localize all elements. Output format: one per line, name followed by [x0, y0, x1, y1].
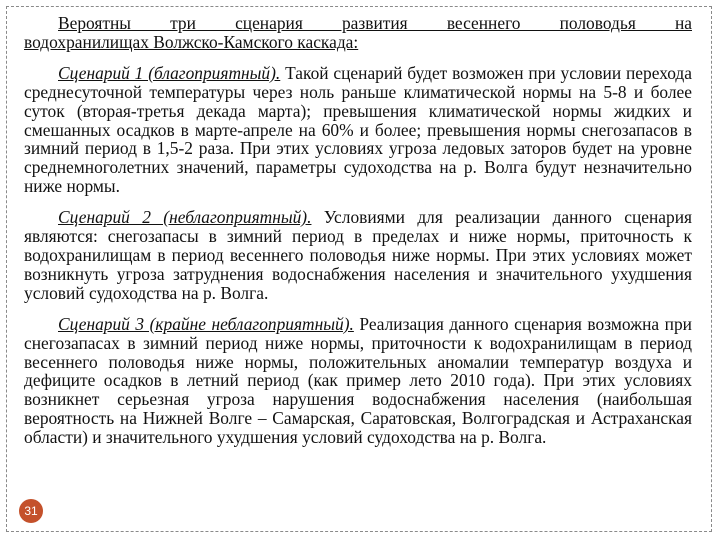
scenario-1-paragraph — [24, 64, 692, 196]
scenario-3-text: Реализация данного сценария возможна при снегозапасах в зимний период ниже нормы, приточности к водохранилищам в период весеннего половодья ниже нормы, положительных аномалии температур воздуха и дефиците осадков в летний период (как пример лето 2010 года). При этих условиях возникнет серьезная угроза нарушения водоснабжения населения (наибольшая вероятность на Нижней Волге – Самарская, Саратовская, Волгоградская и Астраханская области) и значительного ухудшения условий судоходства на р. Волга. — [24, 313, 692, 448]
intro-paragraph — [24, 14, 692, 52]
intro-title-line-2: водохранилищах Волжско-Камского каскада: — [24, 31, 359, 52]
slide-content — [24, 14, 692, 447]
intro-title-line-1: Вероятны три сценария развития весеннего половодья на — [58, 13, 692, 33]
scenario-2-paragraph — [24, 208, 692, 303]
scenario-3-paragraph — [24, 315, 692, 447]
scenario-2-text: Условиями для реализации данного сценария являются: снегозапасы в зимний период в пределах и ниже нормы, приточность к водохранилищам в период весеннего половодья ниже нормы. При этих условиях может возникнуть угроза затруднения водоснабжения населения и значительного ухудшения условий судоходства на р. Волга. — [24, 207, 692, 303]
scenario-2-label: Сценарий 2 (неблагоприятный). — [58, 207, 312, 228]
page-number-badge: 31 — [19, 499, 43, 523]
scenario-1-text: Такой сценарий будет возможен при условии перехода среднесуточной температуры через ноль раньше климатической нормы на 5-8 и более суток (вторая-третья декада марта); превышения климатической нормы жидких и смешанных осадков в марте-апреле на 60% и более; превышения нормы снегозапасов в зимний период в 1,5-2 раза. При этих условиях угроза ледовых заторов будет на уровне среднемноголетних значений, параметры судоходства на р. Волга будут незначительно ниже нормы. — [24, 62, 692, 197]
scenario-3-label: Сценарий 3 (крайне неблагоприятный). — [58, 313, 354, 334]
scenario-1-label: Сценарий 1 (благоприятный). — [58, 62, 281, 83]
